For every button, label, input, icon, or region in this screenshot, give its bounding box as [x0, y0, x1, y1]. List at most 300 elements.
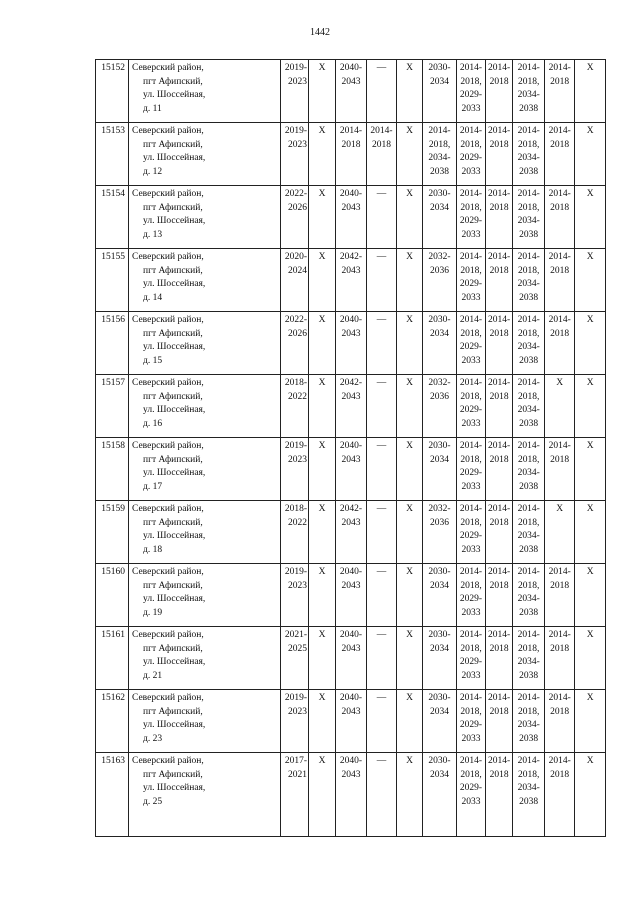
cell-line: 2018,: [517, 202, 540, 213]
cell-line: 2018,: [517, 391, 540, 402]
cell-line: 2042-: [339, 252, 363, 262]
period-cell: [367, 501, 397, 564]
row-number-cell: 15160: [96, 564, 129, 627]
mark-cell: [575, 438, 606, 501]
period-cell: [336, 249, 367, 312]
period-cell: [423, 123, 457, 186]
mark-cell: [575, 123, 606, 186]
address-line: д. 25: [143, 796, 163, 807]
table-row: [96, 375, 606, 438]
address-line: Северский район,: [132, 378, 204, 388]
cell-line: 2029-: [459, 783, 483, 793]
period-cell: [457, 627, 486, 690]
cell-line: —: [376, 315, 387, 325]
cell-line: Х: [406, 630, 413, 640]
table-row: [96, 123, 606, 186]
mark-cell: [309, 60, 336, 123]
address-cell: [129, 627, 281, 690]
cell-line: 2014-: [517, 126, 540, 136]
address-cell: [129, 312, 281, 375]
period-cell: [513, 312, 545, 375]
cell-line: 2014-: [517, 504, 540, 514]
cell-line: 2014-: [459, 756, 483, 766]
address-line: ул. Шоссейная,: [143, 90, 206, 100]
cell-line: 2018: [550, 202, 570, 213]
cell-line: 2014-: [488, 693, 511, 703]
cell-line: Х: [406, 378, 413, 388]
period-cell: [423, 186, 457, 249]
period-cell: [367, 690, 397, 753]
address-cell: [129, 690, 281, 753]
cell-line: 2034: [430, 328, 449, 339]
cell-line: 2018,: [460, 643, 482, 654]
cell-line: Х: [586, 189, 594, 199]
period-cell: [336, 627, 367, 690]
cell-line: 2018: [489, 454, 509, 465]
period-cell: [336, 375, 367, 438]
cell-line: 2014-: [488, 441, 511, 451]
cell-line: 2018,: [460, 454, 482, 465]
period-cell: [336, 312, 367, 375]
row-number-cell: 15159: [96, 501, 129, 564]
cell-line: 2029-: [459, 153, 483, 163]
address-line: ул. Шоссейная,: [143, 216, 206, 226]
cell-line: 2014-: [548, 756, 571, 766]
period-cell: [336, 186, 367, 249]
period-cell: [336, 690, 367, 753]
address-cell: [129, 438, 281, 501]
mark-cell: [309, 186, 336, 249]
cell-line: Х: [556, 378, 564, 388]
cell-line: 2034-: [517, 594, 540, 604]
planned-period-cell: [281, 312, 309, 375]
address-line: Северский район,: [132, 693, 204, 703]
cell-line: 2014-: [459, 315, 483, 325]
address-line: пгт Афипский,: [143, 76, 203, 87]
address-line: д. 13: [143, 229, 163, 240]
cell-line: 2040-: [339, 693, 363, 703]
cell-line: —: [376, 63, 387, 73]
cell-line: 2029-: [459, 468, 483, 478]
address-cell: [129, 753, 281, 837]
cell-line: 2014-: [517, 378, 540, 388]
table-body: [96, 60, 606, 837]
period-cell: [486, 627, 513, 690]
mark-cell: [309, 375, 336, 438]
period-cell: [457, 375, 486, 438]
period-cell: [336, 60, 367, 123]
row-number-cell: 15155: [96, 249, 129, 312]
mark-cell: [575, 60, 606, 123]
table-row: [96, 627, 606, 690]
cell-line: 2018: [550, 454, 570, 465]
table-row: [96, 60, 606, 123]
mark-cell: [397, 249, 423, 312]
address-line: пгт Афипский,: [143, 202, 203, 213]
cell-line: Х: [406, 63, 413, 73]
cell-line: 2014-: [428, 126, 451, 136]
mark-cell: [575, 690, 606, 753]
cell-line: 2018,: [428, 139, 451, 150]
cell-line: 2036: [430, 265, 449, 276]
cell-line: 2040-: [339, 756, 363, 766]
period-cell: [423, 627, 457, 690]
cell-line: 2038: [519, 166, 539, 177]
cell-line: 2032-: [428, 252, 451, 262]
cell-line: Х: [318, 504, 326, 514]
cell-line: 2033: [461, 103, 481, 114]
cell-line: Х: [406, 126, 413, 136]
cell-line: 2014-: [370, 126, 393, 136]
address-line: пгт Афипский,: [143, 769, 203, 780]
cell-line: 2023: [288, 580, 307, 591]
period-cell: [545, 123, 575, 186]
address-line: д. 11: [143, 103, 162, 114]
period-cell: [423, 753, 457, 837]
cell-line: 2042-: [339, 378, 363, 388]
period-cell: [423, 249, 457, 312]
table-row: [96, 753, 606, 837]
period-cell: [486, 438, 513, 501]
cell-line: 2034: [430, 454, 449, 465]
cell-line: 2018,: [517, 328, 540, 339]
cell-line: 2032-: [428, 504, 451, 514]
cell-line: 2018: [341, 139, 361, 150]
period-cell: [423, 501, 457, 564]
cell-line: 2014-: [548, 630, 571, 640]
mark-cell: [397, 564, 423, 627]
cell-line: 2019-: [284, 693, 307, 703]
address-line: д. 18: [143, 544, 163, 555]
cell-line: 2014-: [488, 756, 511, 766]
address-cell: [129, 501, 281, 564]
cell-line: 2018,: [517, 580, 540, 591]
cell-line: 2040-: [339, 567, 363, 577]
cell-line: 2018,: [517, 643, 540, 654]
period-cell: [486, 375, 513, 438]
cell-line: 2029-: [459, 405, 483, 415]
period-cell: [545, 186, 575, 249]
period-cell: [336, 501, 367, 564]
cell-line: 2033: [461, 796, 481, 807]
period-cell: [486, 312, 513, 375]
cell-line: 2038: [519, 733, 539, 744]
cell-line: 2018: [489, 76, 509, 87]
period-cell: [367, 186, 397, 249]
cell-line: Х: [586, 693, 594, 703]
cell-line: Х: [406, 189, 413, 199]
cell-line: 2030-: [428, 567, 451, 577]
address-line: Северский район,: [132, 252, 204, 262]
cell-line: 2043: [341, 202, 361, 213]
row-number-cell: 15163: [96, 753, 129, 837]
period-cell: [513, 123, 545, 186]
cell-line: Х: [318, 126, 326, 136]
cell-line: Х: [586, 378, 594, 388]
cell-line: 2022-: [284, 315, 307, 325]
cell-line: 2018,: [460, 517, 482, 528]
cell-line: —: [376, 189, 387, 199]
cell-line: 2034: [430, 76, 449, 87]
cell-line: 2029-: [459, 342, 483, 352]
cell-line: —: [376, 693, 387, 703]
cell-line: 2014-: [459, 567, 483, 577]
address-cell: [129, 123, 281, 186]
cell-line: 2038: [519, 670, 539, 681]
planned-period-cell: [281, 627, 309, 690]
cell-line: 2014-: [517, 567, 540, 577]
period-cell: [367, 375, 397, 438]
planned-period-cell: [281, 375, 309, 438]
planned-period-cell: [281, 438, 309, 501]
cell-line: Х: [318, 63, 326, 73]
cell-line: 2026: [288, 328, 307, 339]
period-cell: [513, 564, 545, 627]
cell-line: 2033: [461, 607, 481, 618]
cell-line: 2020-: [284, 252, 307, 262]
cell-line: 2018,: [460, 265, 482, 276]
cell-line: 2043: [341, 328, 361, 339]
address-line: Северский район,: [132, 756, 204, 766]
address-line: пгт Афипский,: [143, 328, 203, 339]
cell-line: 2014-: [339, 126, 363, 136]
address-line: ул. Шоссейная,: [143, 153, 206, 163]
cell-line: 2023: [288, 706, 307, 717]
cell-line: 2018: [489, 139, 509, 150]
cell-line: 2018,: [517, 76, 540, 87]
table-row: [96, 186, 606, 249]
mark-cell: [397, 501, 423, 564]
cell-line: Х: [406, 504, 413, 514]
period-cell: [486, 690, 513, 753]
table-row: [96, 501, 606, 564]
address-line: ул. Шоссейная,: [143, 594, 206, 604]
cell-line: 2043: [341, 265, 361, 276]
mark-cell: [397, 123, 423, 186]
cell-line: 2030-: [428, 441, 451, 451]
period-cell: [486, 564, 513, 627]
cell-line: 2018: [489, 391, 509, 402]
cell-line: 2018,: [517, 265, 540, 276]
cell-line: 2017-: [284, 756, 307, 766]
cell-line: 2023: [288, 76, 307, 87]
cell-line: 2033: [461, 481, 481, 492]
cell-line: 2023: [288, 139, 307, 150]
address-cell: [129, 60, 281, 123]
cell-line: 2014-: [548, 567, 571, 577]
period-cell: [367, 564, 397, 627]
cell-line: 2014-: [459, 63, 483, 73]
cell-line: 2018,: [517, 706, 540, 717]
address-line: ул. Шоссейная,: [143, 468, 206, 478]
cell-line: 2019-: [284, 126, 307, 136]
address-line: д. 19: [143, 607, 163, 618]
table-row: [96, 249, 606, 312]
period-cell: [545, 501, 575, 564]
cell-line: 2014-: [517, 63, 540, 73]
mark-cell: [575, 375, 606, 438]
cell-line: 2018: [550, 643, 570, 654]
cell-line: 2034-: [517, 90, 540, 100]
mark-cell: [397, 312, 423, 375]
address-line: д. 17: [143, 481, 163, 492]
cell-line: 2014-: [488, 252, 511, 262]
address-line: Северский район,: [132, 126, 204, 136]
address-line: пгт Афипский,: [143, 706, 203, 717]
cell-line: 2029-: [459, 657, 483, 667]
cell-line: 2034-: [517, 279, 540, 289]
cell-line: 2018: [550, 706, 570, 717]
cell-line: 2018: [550, 769, 570, 780]
row-number-cell: 15152: [96, 60, 129, 123]
cell-line: 2018: [489, 517, 509, 528]
cell-line: 2030-: [428, 315, 451, 325]
cell-line: 2038: [519, 355, 539, 366]
cell-line: 2014-: [459, 504, 483, 514]
cell-line: 2033: [461, 733, 481, 744]
period-cell: [457, 123, 486, 186]
cell-line: 2019-: [284, 441, 307, 451]
cell-line: 2033: [461, 670, 481, 681]
cell-line: 2018,: [517, 769, 540, 780]
address-line: д. 23: [143, 733, 163, 744]
address-line: пгт Афипский,: [143, 454, 203, 465]
address-line: Северский район,: [132, 189, 204, 199]
address-line: д. 16: [143, 418, 163, 429]
row-number-cell: 15162: [96, 690, 129, 753]
cell-line: 2022: [288, 517, 307, 528]
housing-repair-schedule-table: [95, 59, 606, 837]
period-cell: [545, 438, 575, 501]
period-cell: [545, 60, 575, 123]
row-number-cell: 15161: [96, 627, 129, 690]
cell-line: 2029-: [459, 216, 483, 226]
cell-line: 2034-: [517, 216, 540, 226]
cell-line: 2014-: [517, 189, 540, 199]
period-cell: [457, 60, 486, 123]
period-cell: [486, 123, 513, 186]
period-cell: [367, 312, 397, 375]
address-cell: [129, 564, 281, 627]
cell-line: 2018: [550, 328, 570, 339]
cell-line: 2043: [341, 769, 361, 780]
cell-line: 2018,: [460, 391, 482, 402]
cell-line: Х: [406, 756, 413, 766]
cell-line: 2030-: [428, 756, 451, 766]
cell-line: Х: [406, 693, 413, 703]
cell-line: 2014-: [548, 126, 571, 136]
cell-line: 2036: [430, 391, 449, 402]
period-cell: [367, 438, 397, 501]
cell-line: —: [376, 567, 387, 577]
cell-line: 2014-: [459, 693, 483, 703]
cell-line: Х: [406, 567, 413, 577]
mark-cell: [309, 564, 336, 627]
period-cell: [423, 375, 457, 438]
cell-line: 2014-: [548, 441, 571, 451]
mark-cell: [309, 627, 336, 690]
cell-line: 2038: [519, 229, 539, 240]
planned-period-cell: [281, 501, 309, 564]
planned-period-cell: [281, 564, 309, 627]
cell-line: 2014-: [488, 126, 511, 136]
cell-line: 2026: [288, 202, 307, 213]
cell-line: Х: [586, 567, 594, 577]
cell-line: 2014-: [488, 378, 511, 388]
mark-cell: [309, 690, 336, 753]
period-cell: [545, 753, 575, 837]
period-cell: [545, 249, 575, 312]
period-cell: [513, 186, 545, 249]
cell-line: Х: [586, 504, 594, 514]
cell-line: Х: [556, 504, 564, 514]
mark-cell: [309, 123, 336, 186]
cell-line: 2033: [461, 229, 481, 240]
cell-line: 2029-: [459, 90, 483, 100]
cell-line: 2018,: [460, 76, 482, 87]
cell-line: 2018: [550, 265, 570, 276]
address-line: Северский район,: [132, 567, 204, 577]
address-line: пгт Афипский,: [143, 517, 203, 528]
table-row: [96, 564, 606, 627]
cell-line: 2034: [430, 706, 449, 717]
planned-period-cell: [281, 753, 309, 837]
cell-line: 2019-: [284, 63, 307, 73]
cell-line: 2018,: [460, 328, 482, 339]
cell-line: 2043: [341, 391, 361, 402]
period-cell: [457, 438, 486, 501]
address-line: пгт Афипский,: [143, 580, 203, 591]
mark-cell: [397, 627, 423, 690]
address-line: ул. Шоссейная,: [143, 657, 206, 667]
period-cell: [423, 690, 457, 753]
cell-line: 2018,: [517, 139, 540, 150]
cell-line: 2034-: [517, 720, 540, 730]
cell-line: 2014-: [488, 567, 511, 577]
period-cell: [486, 60, 513, 123]
cell-line: Х: [586, 63, 594, 73]
address-line: д. 12: [143, 166, 163, 177]
cell-line: 2014-: [548, 693, 571, 703]
address-line: ул. Шоссейная,: [143, 531, 206, 541]
cell-line: 2034: [430, 202, 449, 213]
cell-line: 2014-: [488, 315, 511, 325]
cell-line: 2038: [519, 544, 539, 555]
row-number-cell: 15157: [96, 375, 129, 438]
cell-line: 2014-: [488, 63, 511, 73]
cell-line: 2018: [550, 580, 570, 591]
period-cell: [457, 186, 486, 249]
cell-line: 2018: [550, 139, 570, 150]
period-cell: [367, 123, 397, 186]
cell-line: 2025: [288, 643, 307, 654]
planned-period-cell: [281, 249, 309, 312]
cell-line: Х: [406, 441, 413, 451]
cell-line: 2040-: [339, 630, 363, 640]
period-cell: [513, 438, 545, 501]
row-number-cell: 15158: [96, 438, 129, 501]
address-line: пгт Афипский,: [143, 265, 203, 276]
cell-line: —: [376, 630, 387, 640]
cell-line: 2014-: [459, 189, 483, 199]
row-number-cell: 15156: [96, 312, 129, 375]
cell-line: Х: [318, 252, 326, 262]
cell-line: 2022: [288, 391, 307, 402]
cell-line: Х: [586, 756, 594, 766]
cell-line: 2038: [519, 607, 539, 618]
cell-line: 2029-: [459, 594, 483, 604]
cell-line: Х: [406, 315, 413, 325]
